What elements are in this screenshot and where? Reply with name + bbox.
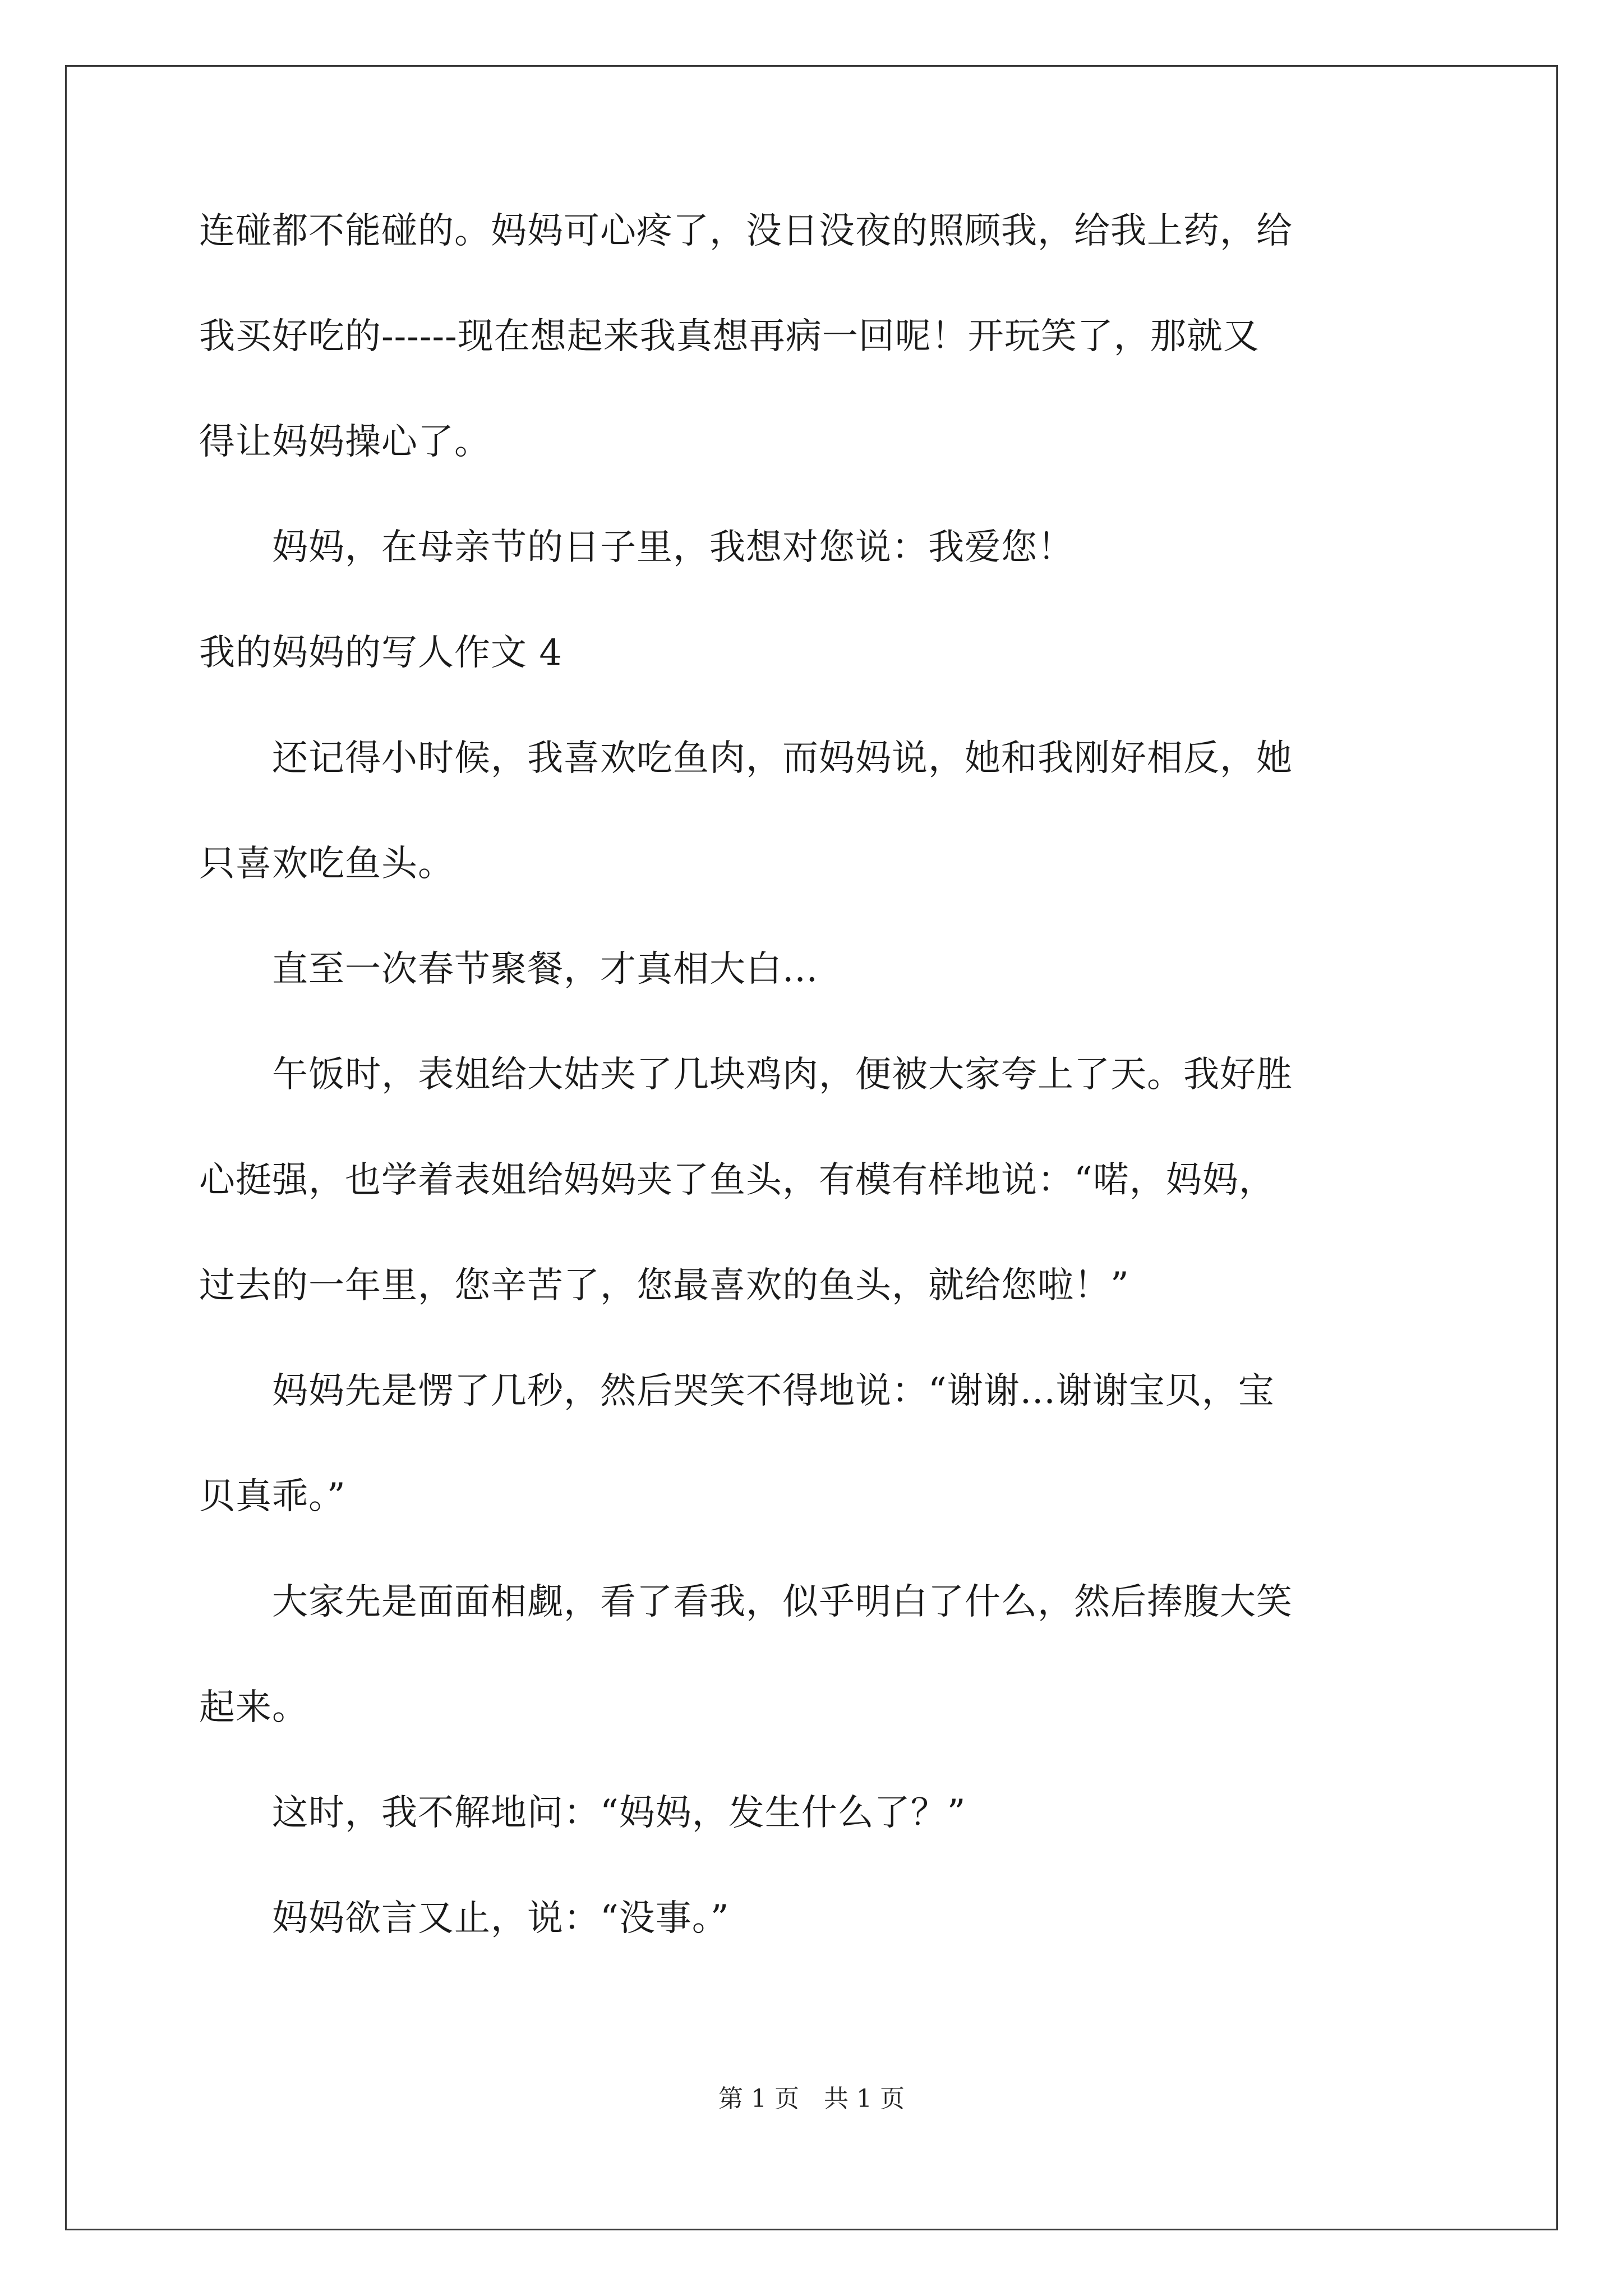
text-line: 还记得小时候，我喜欢吃鱼肉，而妈妈说，她和我刚好相反，她: [199, 738, 1293, 779]
text-line: 得让妈妈操心了。: [199, 421, 491, 463]
text-line: 这时，我不解地问：“妈妈，发生什么了？”: [199, 1792, 966, 1834]
section-heading: 我的妈妈的写人作文 4: [199, 632, 563, 674]
text-line: 午饭时，表姐给大姑夹了几块鸡肉，便被大家夸上了天。我好胜: [199, 1054, 1293, 1096]
text-line: 妈妈先是愣了几秒，然后哭笑不得地说：“谢谢...谢谢宝贝，宝: [199, 1370, 1275, 1412]
text-line: 心挺强，也学着表姐给妈妈夹了鱼头，有模有样地说：“喏，妈妈，: [199, 1159, 1275, 1201]
text-line: 妈妈欲言又止，说：“没事。”: [199, 1898, 730, 1939]
text-line: 妈妈，在母亲节的日子里，我想对您说：我爱您！: [199, 527, 1074, 568]
page-number-footer: 第 1 页 共 1 页: [718, 2085, 905, 2113]
text-line: 只喜欢吃鱼头。: [199, 843, 454, 885]
text-line: 大家先是面面相觑，看了看我，似乎明白了什么，然后捧腹大笑: [199, 1581, 1293, 1623]
text-line: 贝真乖。”: [199, 1476, 346, 1517]
text-line: 我买好吃的------现在想起来我真想再病一回呢！开玩笑了，那就又: [199, 316, 1260, 357]
text-line: 连碰都不能碰的。妈妈可心疼了，没日没夜的照顾我，给我上药，给: [199, 210, 1293, 252]
text-line: 过去的一年里，您辛苦了，您最喜欢的鱼头，就给您啦！”: [199, 1265, 1129, 1306]
text-line: 直至一次春节聚餐，才真相大白...: [199, 949, 819, 990]
text-line: 起来。: [199, 1687, 308, 1728]
